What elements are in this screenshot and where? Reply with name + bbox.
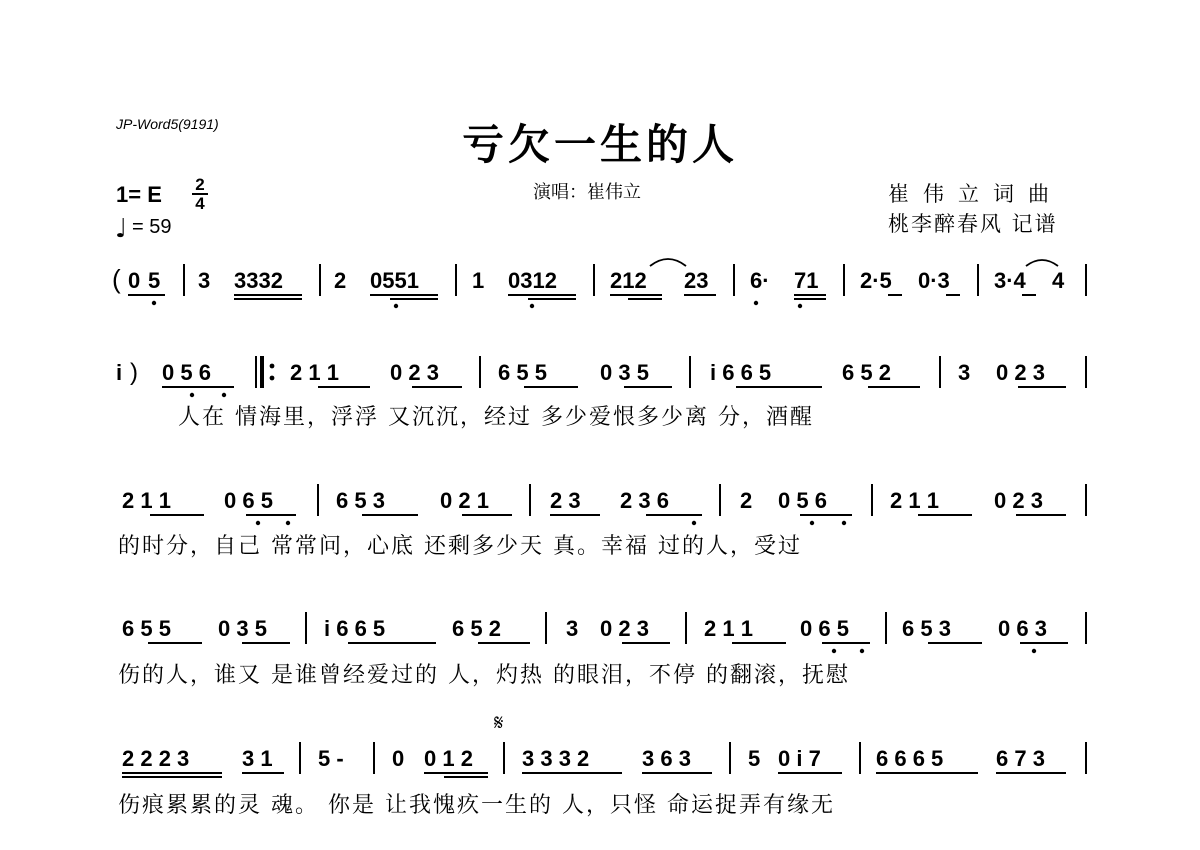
note: 6 5 3 <box>336 488 385 513</box>
note: 0 6 5 <box>224 488 273 513</box>
note: 0 2 3 <box>994 488 1043 513</box>
tempo-marking: = 59 <box>132 216 172 238</box>
segno-icon: 𝄋 <box>494 710 504 735</box>
system-4 <box>118 612 1086 688</box>
note: 2 1 1 <box>704 616 753 641</box>
note: 0 2 3 <box>996 360 1045 385</box>
note: 3·4 <box>994 268 1026 293</box>
note: 0 2 3 <box>390 360 439 385</box>
song-title: 亏欠一生的人 <box>461 120 738 169</box>
note: 0 6 5 <box>800 616 849 641</box>
note: 23 <box>684 268 709 293</box>
note: 71 <box>794 268 819 293</box>
note: 0 i 7 <box>778 746 821 771</box>
note: 6 7 3 <box>996 746 1045 771</box>
singer-label: 演唱：崔伟立 <box>533 182 641 203</box>
note: 0 <box>392 746 405 771</box>
lyrics-line-4: 伤的人，谁又 是谁曾经爱过的 人，灼热 的眼泪，不停 的翻滚，抚慰 <box>118 663 850 688</box>
system-2 <box>116 356 1086 430</box>
key-signature: 1= E <box>116 182 162 207</box>
transcriber-label: 桃李醉春风 记谱 <box>888 212 1058 236</box>
meter-bottom: 4 <box>195 194 205 213</box>
note: 2 2 2 3 <box>122 746 190 771</box>
note: 0 6 3 <box>998 616 1047 641</box>
note: 212 <box>610 268 647 293</box>
note: 3 <box>958 360 971 385</box>
note: 5 <box>748 746 761 771</box>
note: 2 1 1 <box>890 488 939 513</box>
system-1 <box>112 259 1086 308</box>
lyrics-line-5: 伤痕累累的灵 魂。 你是 让我愧疚一生的 人，只怪 命运捉弄有缘无 <box>118 793 835 818</box>
note: 5 - <box>318 746 344 771</box>
software-label: JP-Word5(9191) <box>116 116 219 132</box>
note: 6 5 2 <box>842 360 891 385</box>
note: 0551 <box>370 268 419 293</box>
note: 6 5 2 <box>452 616 501 641</box>
composer-label: 崔伟立词曲 <box>888 182 1063 206</box>
note: 3 3 3 2 <box>522 746 590 771</box>
note: 6 5 5 <box>122 616 171 641</box>
note: 2 <box>334 268 347 293</box>
note: 2 3 <box>550 488 581 513</box>
note: i 6 6 5 <box>324 616 386 641</box>
lyrics-line-3: 的时分，自己 常常问，心底 还剩多少天 真。幸福 过的人，受过 <box>118 534 802 559</box>
quarter-note-icon: ♩ <box>115 214 128 244</box>
system-5 <box>118 710 1086 818</box>
note: 6 5 3 <box>902 616 951 641</box>
note: 0 2 3 <box>600 616 649 641</box>
note: 3 6 3 <box>642 746 691 771</box>
note: 3 <box>566 616 579 641</box>
note: 1 <box>472 268 485 293</box>
note: 2 1 1 <box>290 360 339 385</box>
note: 3 1 <box>242 746 273 771</box>
note: 4 <box>1052 268 1065 293</box>
note: 0 5 6 <box>778 488 827 513</box>
note: 2·5 <box>860 268 892 293</box>
note: 0·3 <box>918 268 950 293</box>
note: 2 3 6 <box>620 488 669 513</box>
note: 6 6 6 5 <box>876 746 944 771</box>
note: 0 3 5 <box>600 360 649 385</box>
note: 0312 <box>508 268 557 293</box>
system-3 <box>118 484 1086 559</box>
note: 0 1 2 <box>424 746 473 771</box>
note: 0 5 6 <box>162 360 211 385</box>
open-paren: ( <box>112 264 121 294</box>
note: 0 2 1 <box>440 488 489 513</box>
note: 0 3 5 <box>218 616 267 641</box>
note: 2 1 1 <box>122 488 171 513</box>
note: 6· <box>750 268 770 293</box>
close-paren: ) <box>130 359 138 386</box>
note: 0 <box>128 268 141 293</box>
note: i <box>116 360 123 385</box>
note: i 6 6 5 <box>710 360 772 385</box>
note: 3332 <box>234 268 283 293</box>
note: 3 <box>198 268 211 293</box>
note: 5 <box>148 268 161 293</box>
lyrics-line-2: 人在 情海里，浮浮 又沉沉，经过 多少爱恨多少离 分，酒醒 <box>178 405 814 430</box>
meter-top: 2 <box>195 175 205 194</box>
note: 6 5 5 <box>498 360 547 385</box>
note: 2 <box>740 488 753 513</box>
